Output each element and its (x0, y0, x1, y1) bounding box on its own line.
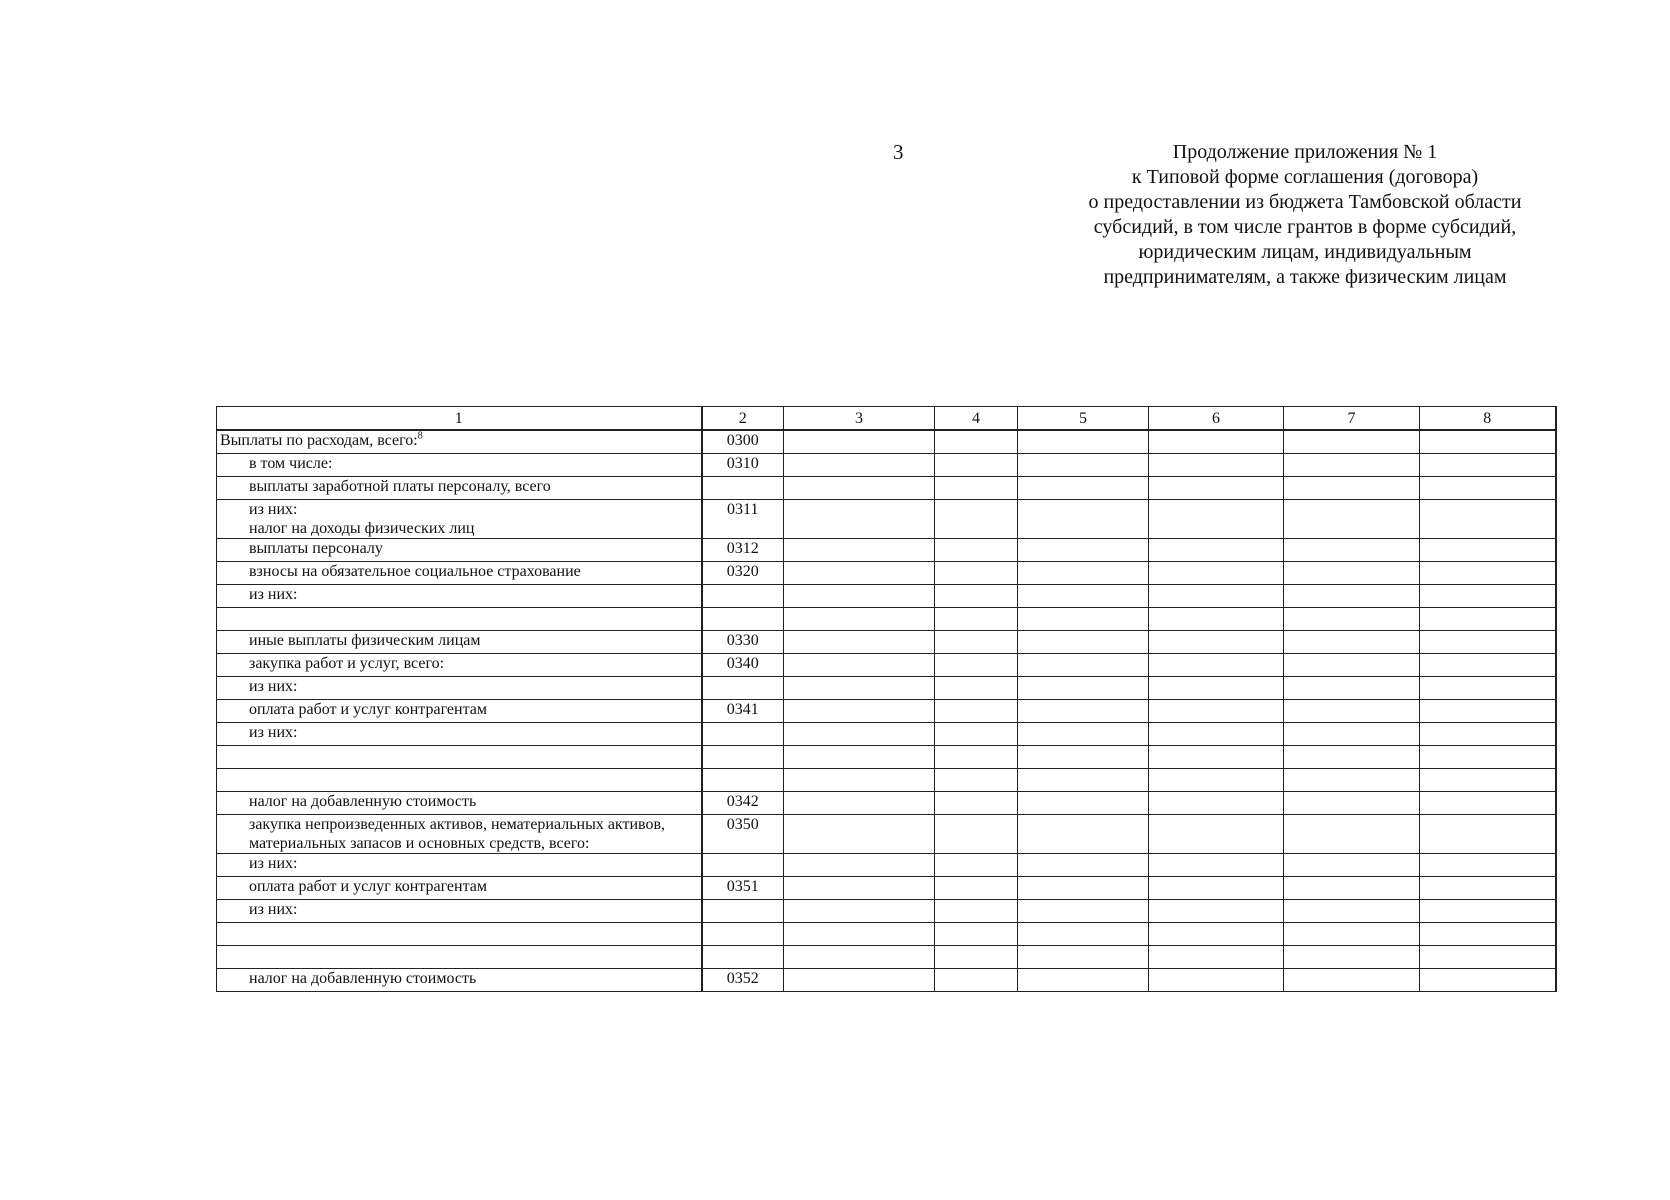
value-cell[interactable] (784, 854, 935, 877)
value-cell[interactable] (784, 723, 935, 746)
value-cell[interactable] (1420, 539, 1556, 562)
value-cell[interactable] (1420, 877, 1556, 900)
value-cell[interactable] (1420, 792, 1556, 815)
row-name-text: из них: (249, 855, 298, 872)
table-row (217, 792, 1556, 815)
row-name (217, 500, 702, 539)
value-cell[interactable] (1284, 815, 1420, 854)
value-cell[interactable] (784, 700, 935, 723)
value-cell[interactable] (1284, 608, 1420, 631)
row-name-text: закупка непроизведенных активов, нематериальных активов, материальных запасов и основных средств, всего: (249, 816, 666, 852)
value-cell[interactable] (784, 815, 935, 854)
value-cell[interactable] (1018, 723, 1149, 746)
value-cell[interactable] (1420, 923, 1556, 946)
column-header: 2 (702, 407, 784, 431)
page-number: 3 (893, 140, 904, 164)
value-cell[interactable] (1284, 900, 1420, 923)
row-code: 0342 (702, 792, 784, 815)
value-cell[interactable] (784, 946, 935, 969)
value-cell[interactable] (1284, 585, 1420, 608)
value-cell[interactable] (1149, 877, 1284, 900)
value-cell[interactable] (935, 769, 1018, 792)
value-cell[interactable] (1420, 746, 1556, 769)
value-cell[interactable] (784, 769, 935, 792)
value-cell[interactable] (1284, 700, 1420, 723)
value-cell[interactable] (1018, 946, 1149, 969)
value-cell[interactable] (1149, 477, 1284, 500)
value-cell[interactable] (1018, 969, 1149, 992)
value-cell[interactable] (1284, 539, 1420, 562)
row-code (702, 854, 784, 877)
row-code: 0311 (702, 500, 784, 539)
row-name-text: налог на добавленную стоимость (249, 793, 477, 810)
value-cell[interactable] (1284, 430, 1420, 454)
table-row (217, 562, 1556, 585)
row-name-text: оплата работ и услуг контрагентам (249, 701, 487, 718)
row-name (217, 900, 702, 923)
table-row (217, 539, 1556, 562)
value-cell[interactable] (1149, 585, 1284, 608)
row-name (217, 608, 702, 631)
value-cell[interactable] (935, 477, 1018, 500)
value-cell[interactable] (784, 969, 935, 992)
value-cell[interactable] (1149, 654, 1284, 677)
value-cell[interactable] (935, 815, 1018, 854)
column-header: 6 (1149, 407, 1284, 431)
row-code (702, 923, 784, 946)
value-cell[interactable] (1420, 946, 1556, 969)
value-cell[interactable] (1420, 608, 1556, 631)
row-code (702, 746, 784, 769)
row-code: 0351 (702, 877, 784, 900)
value-cell[interactable] (1149, 923, 1284, 946)
table-row (217, 608, 1556, 631)
row-name-text: из них: (249, 901, 298, 918)
value-cell[interactable] (1018, 900, 1149, 923)
value-cell[interactable] (784, 454, 935, 477)
value-cell[interactable] (935, 654, 1018, 677)
row-code: 0300 (702, 430, 784, 454)
value-cell[interactable] (1420, 900, 1556, 923)
value-cell[interactable] (1018, 792, 1149, 815)
row-code (702, 900, 784, 923)
row-name (217, 815, 702, 854)
value-cell[interactable] (1018, 562, 1149, 585)
header-line: к Типовой форме соглашения (договора) (1131, 166, 1479, 188)
header-line: о предоставлении из бюджета Тамбовской области (1088, 191, 1522, 213)
table-row (217, 454, 1556, 477)
row-code: 0341 (702, 700, 784, 723)
row-code (702, 608, 784, 631)
value-cell[interactable] (784, 430, 935, 454)
table-row (217, 631, 1556, 654)
value-cell[interactable] (784, 923, 935, 946)
value-cell[interactable] (935, 585, 1018, 608)
value-cell[interactable] (935, 877, 1018, 900)
row-code (702, 723, 784, 746)
value-cell[interactable] (1018, 877, 1149, 900)
row-name (217, 792, 702, 815)
row-name-text: из них: (249, 724, 298, 741)
value-cell[interactable] (1420, 677, 1556, 700)
value-cell[interactable] (935, 454, 1018, 477)
value-cell[interactable] (1018, 769, 1149, 792)
row-name (217, 969, 702, 992)
header-line: предпринимателям, а также физическим лицам (1103, 266, 1507, 288)
row-code: 0352 (702, 969, 784, 992)
value-cell[interactable] (1018, 700, 1149, 723)
row-code: 0350 (702, 815, 784, 854)
column-header: 5 (1018, 407, 1149, 431)
value-cell[interactable] (1149, 969, 1284, 992)
value-cell[interactable] (1149, 677, 1284, 700)
row-name (217, 946, 702, 969)
value-cell[interactable] (935, 500, 1018, 539)
footnote-marker: 8 (417, 430, 423, 442)
row-name-text: налог на доходы физических лиц (249, 520, 475, 537)
value-cell[interactable] (1420, 815, 1556, 854)
table-row (217, 677, 1556, 700)
row-name (217, 477, 702, 500)
row-code: 0320 (702, 562, 784, 585)
table-row (217, 700, 1556, 723)
value-cell[interactable] (935, 562, 1018, 585)
column-header: 4 (935, 407, 1018, 431)
row-name (217, 854, 702, 877)
value-cell[interactable] (1420, 562, 1556, 585)
value-cell[interactable] (1149, 769, 1284, 792)
value-cell[interactable] (1420, 454, 1556, 477)
row-name-text: взносы на обязательное социальное страхование (249, 563, 581, 580)
row-code (702, 477, 784, 500)
table-row (217, 969, 1556, 992)
value-cell[interactable] (1149, 454, 1284, 477)
table-row (217, 430, 1556, 454)
row-name (217, 562, 702, 585)
value-cell[interactable] (935, 539, 1018, 562)
value-cell[interactable] (1149, 539, 1284, 562)
value-cell[interactable] (1149, 792, 1284, 815)
value-cell[interactable] (1149, 562, 1284, 585)
value-cell[interactable] (935, 700, 1018, 723)
value-cell[interactable] (1284, 854, 1420, 877)
row-name-text: закупка работ и услуг, всего: (249, 655, 445, 672)
table-row (217, 854, 1556, 877)
row-code: 0330 (702, 631, 784, 654)
row-code (702, 769, 784, 792)
value-cell[interactable] (784, 608, 935, 631)
value-cell[interactable] (1420, 723, 1556, 746)
value-cell[interactable] (1420, 477, 1556, 500)
value-cell[interactable] (1149, 815, 1284, 854)
value-cell[interactable] (935, 900, 1018, 923)
value-cell[interactable] (1149, 631, 1284, 654)
value-cell[interactable] (1284, 677, 1420, 700)
payments-table (216, 406, 1557, 992)
value-cell[interactable] (1018, 500, 1149, 539)
row-name (217, 454, 702, 477)
row-name-text: из них: (249, 501, 298, 518)
value-cell[interactable] (1284, 654, 1420, 677)
value-cell[interactable] (784, 677, 935, 700)
row-name-text: из них: (249, 678, 298, 695)
table-row (217, 723, 1556, 746)
value-cell[interactable] (784, 562, 935, 585)
value-cell[interactable] (1284, 769, 1420, 792)
table-row (217, 477, 1556, 500)
table-body (217, 407, 1556, 992)
value-cell[interactable] (1284, 723, 1420, 746)
value-cell[interactable] (1018, 746, 1149, 769)
value-cell[interactable] (1018, 815, 1149, 854)
row-code: 0310 (702, 454, 784, 477)
value-cell[interactable] (1420, 654, 1556, 677)
column-header: 1 (217, 407, 702, 431)
header-line: субсидий, в том числе грантов в форме субсидий, (1093, 216, 1517, 238)
row-code (702, 677, 784, 700)
value-cell[interactable] (1149, 854, 1284, 877)
row-name (217, 700, 702, 723)
value-cell[interactable] (1149, 746, 1284, 769)
value-cell[interactable] (1284, 477, 1420, 500)
value-cell[interactable] (1149, 946, 1284, 969)
table-row (217, 946, 1556, 969)
value-cell[interactable] (1284, 946, 1420, 969)
value-cell[interactable] (1149, 500, 1284, 539)
table-row (217, 654, 1556, 677)
row-name (217, 923, 702, 946)
value-cell[interactable] (1284, 969, 1420, 992)
value-cell[interactable] (1018, 677, 1149, 700)
value-cell[interactable] (1420, 854, 1556, 877)
value-cell[interactable] (784, 631, 935, 654)
row-name (217, 539, 702, 562)
row-name (217, 877, 702, 900)
table-row (217, 500, 1556, 539)
header-line: Продолжение приложения № 1 (1172, 141, 1438, 163)
value-cell[interactable] (1149, 608, 1284, 631)
value-cell[interactable] (1284, 792, 1420, 815)
row-name (217, 585, 702, 608)
value-cell[interactable] (935, 946, 1018, 969)
value-cell[interactable] (1149, 430, 1284, 454)
value-cell[interactable] (1284, 877, 1420, 900)
value-cell[interactable] (1149, 723, 1284, 746)
value-cell[interactable] (784, 477, 935, 500)
value-cell[interactable] (1420, 700, 1556, 723)
row-name (217, 631, 702, 654)
column-header: 8 (1420, 407, 1556, 431)
value-cell[interactable] (935, 969, 1018, 992)
row-name-text: оплата работ и услуг контрагентам (249, 878, 487, 895)
value-cell[interactable] (1018, 923, 1149, 946)
row-name-text: налог на добавленную стоимость (249, 970, 477, 987)
value-cell[interactable] (1420, 769, 1556, 792)
table-row (217, 746, 1556, 769)
row-code (702, 585, 784, 608)
value-cell[interactable] (935, 746, 1018, 769)
appendix-header (1040, 140, 1570, 290)
value-cell[interactable] (784, 539, 935, 562)
value-cell[interactable] (1420, 631, 1556, 654)
row-name (217, 654, 702, 677)
column-header: 7 (1284, 407, 1420, 431)
table-row (217, 769, 1556, 792)
header-line: юридическим лицам, индивидуальным (1138, 241, 1472, 263)
value-cell[interactable] (1420, 500, 1556, 539)
table-row (217, 585, 1556, 608)
column-header: 3 (784, 407, 935, 431)
value-cell[interactable] (1018, 585, 1149, 608)
table-row (217, 923, 1556, 946)
value-cell[interactable] (1018, 454, 1149, 477)
value-cell[interactable] (1284, 562, 1420, 585)
value-cell[interactable] (1149, 900, 1284, 923)
value-cell[interactable] (1284, 631, 1420, 654)
value-cell[interactable] (784, 792, 935, 815)
table-row (217, 877, 1556, 900)
value-cell[interactable] (784, 900, 935, 923)
row-name-text: Выплаты по расходам, всего: (220, 432, 418, 449)
value-cell[interactable] (935, 631, 1018, 654)
row-name-text: иные выплаты физическим лицам (249, 632, 481, 649)
value-cell[interactable] (1018, 430, 1149, 454)
value-cell[interactable] (784, 585, 935, 608)
row-name (217, 746, 702, 769)
row-name (217, 430, 702, 454)
row-code (702, 946, 784, 969)
value-cell[interactable] (1284, 746, 1420, 769)
row-code: 0312 (702, 539, 784, 562)
value-cell[interactable] (1018, 477, 1149, 500)
row-code: 0340 (702, 654, 784, 677)
value-cell[interactable] (1284, 500, 1420, 539)
row-name-text: из них: (249, 586, 298, 603)
value-cell[interactable] (1018, 539, 1149, 562)
row-name-text: в том числе: (249, 455, 333, 472)
row-name-text: выплаты заработной платы персоналу, всего (249, 478, 551, 495)
value-cell[interactable] (1018, 608, 1149, 631)
value-cell[interactable] (1149, 700, 1284, 723)
table-row (217, 815, 1556, 854)
value-cell[interactable] (935, 723, 1018, 746)
row-name-text: выплаты персоналу (249, 540, 383, 557)
value-cell[interactable] (935, 677, 1018, 700)
value-cell[interactable] (784, 654, 935, 677)
value-cell[interactable] (935, 792, 1018, 815)
value-cell[interactable] (1018, 854, 1149, 877)
value-cell[interactable] (1018, 654, 1149, 677)
value-cell[interactable] (1420, 430, 1556, 454)
value-cell[interactable] (784, 746, 935, 769)
value-cell[interactable] (1420, 969, 1556, 992)
table-row (217, 900, 1556, 923)
value-cell[interactable] (784, 500, 935, 539)
row-name (217, 723, 702, 746)
column-header-row (217, 407, 1556, 431)
value-cell[interactable] (935, 923, 1018, 946)
value-cell[interactable] (935, 608, 1018, 631)
value-cell[interactable] (935, 430, 1018, 454)
value-cell[interactable] (935, 854, 1018, 877)
value-cell[interactable] (1284, 923, 1420, 946)
row-name (217, 677, 702, 700)
value-cell[interactable] (1284, 454, 1420, 477)
value-cell[interactable] (784, 877, 935, 900)
value-cell[interactable] (1018, 631, 1149, 654)
value-cell[interactable] (1420, 585, 1556, 608)
row-name (217, 769, 702, 792)
